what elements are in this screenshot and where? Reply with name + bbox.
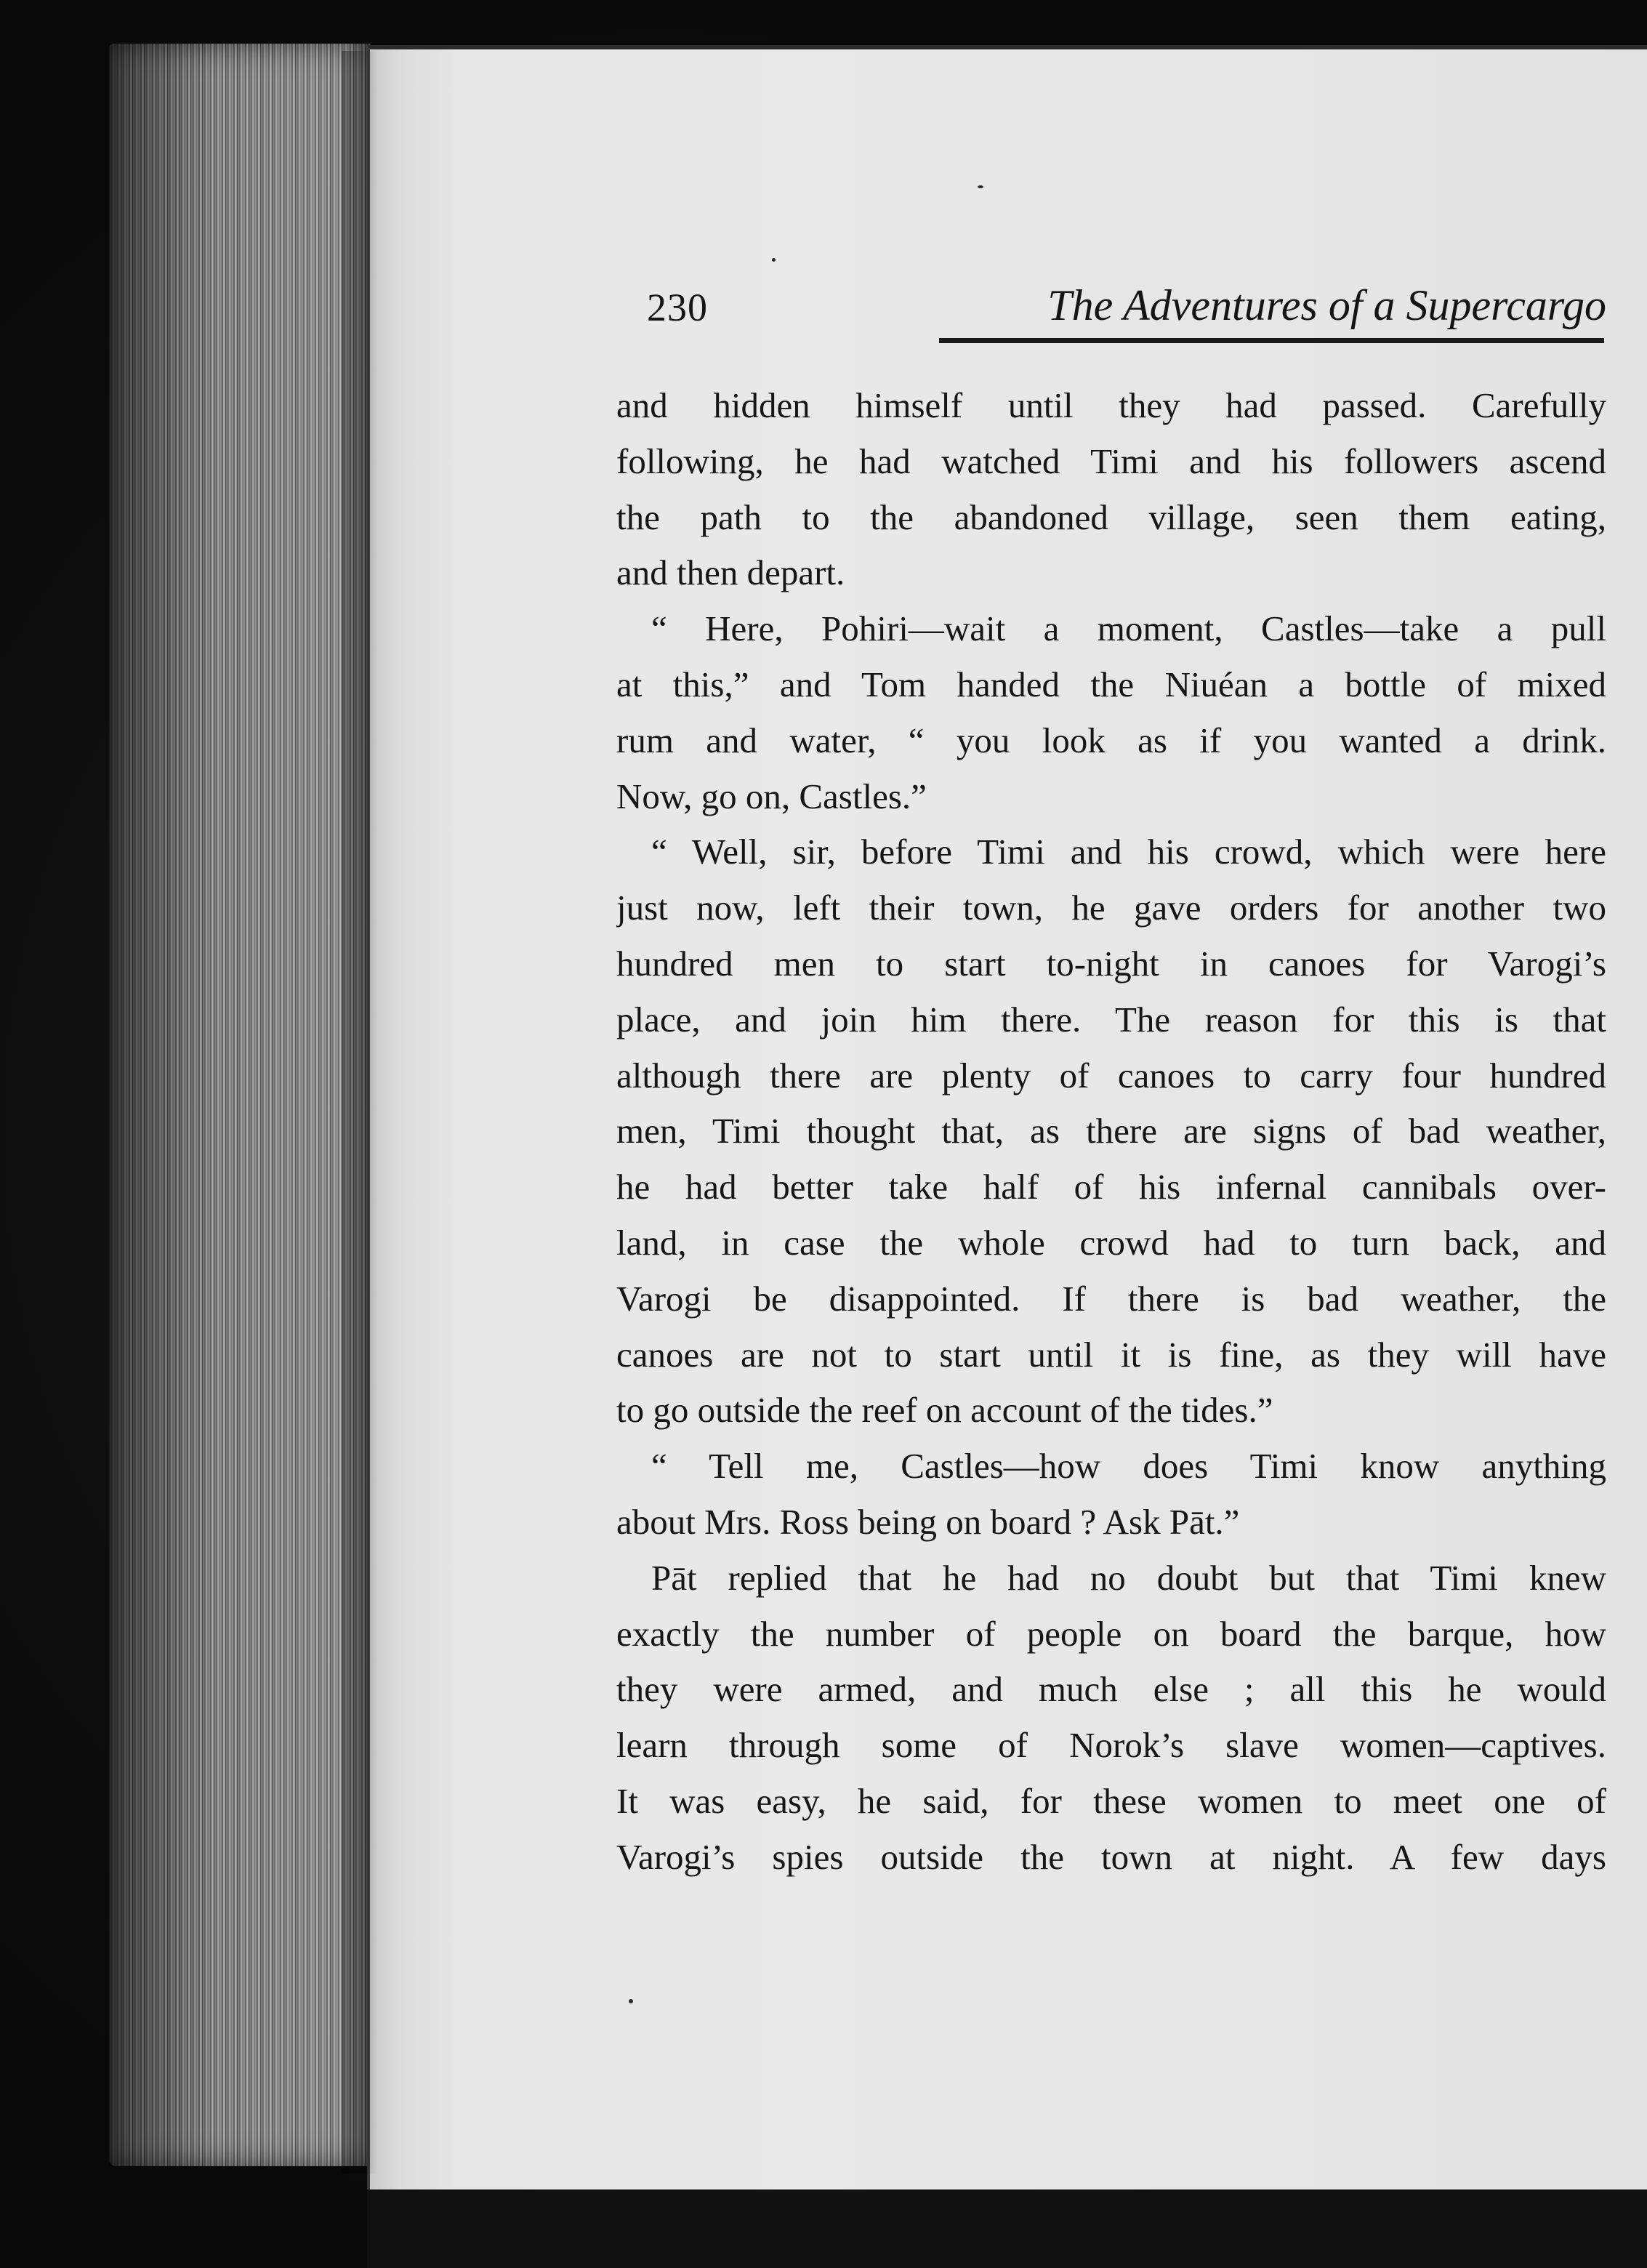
text-line: Varogi’s spies outside the town at night. A few days	[616, 1836, 1606, 1877]
text-line: he had better take half of his infernal cannibals over-	[616, 1167, 1606, 1207]
text-line: Now, go on, Castles.”	[616, 776, 927, 816]
text-line: “ Well, sir, before Timi and his crowd, which were here	[651, 832, 1606, 872]
text-line: and hidden himself until they had passed. Carefully	[616, 385, 1606, 425]
dust-speck	[978, 185, 983, 188]
scan-bottom-border	[367, 2189, 1647, 2268]
text-line: the path to the abandoned village, seen them eating,	[616, 496, 1606, 537]
book-page-edges	[109, 44, 371, 2166]
text-line: men, Timi thought that, as there are signs of bad weather,	[616, 1111, 1606, 1151]
text-line: place, and join him there. The reason for this is that	[616, 999, 1606, 1040]
text-line: just now, left their town, he gave orders for another two	[616, 888, 1606, 928]
text-line: at this,” and Tom handed the Niuéan a bottle of mixed	[616, 664, 1606, 704]
text-line: rum and water, “ you look as if you wanted a drink.	[616, 720, 1606, 760]
gutter-shadow	[342, 51, 378, 2174]
text-line: and then depart.	[616, 552, 845, 593]
dust-speck	[772, 258, 776, 262]
text-line: “ Tell me, Castles—how does Timi know anything	[651, 1446, 1606, 1487]
body-text	[616, 378, 1606, 1886]
text-line: canoes are not to start until it is fine, as they will have	[616, 1334, 1606, 1375]
text-line: learn through some of Norok’s slave women—captives.	[616, 1725, 1606, 1766]
page-number: 230	[647, 286, 708, 329]
text-line: Varogi be disappointed. If there is bad weather, the	[616, 1278, 1606, 1319]
text-line: It was easy, he said, for these women to meet one of	[616, 1780, 1606, 1821]
text-line: exactly the number of people on board the barque, how	[616, 1613, 1606, 1654]
text-line: hundred men to start to-night in canoes for Varogi’s	[616, 943, 1606, 984]
text-line: they were armed, and much else ; all this he would	[616, 1669, 1606, 1710]
text-line: Pāt replied that he had no doubt but that Timi knew	[651, 1557, 1606, 1598]
text-line: land, in case the whole crowd had to turn back, and	[616, 1222, 1606, 1263]
text-line: following, he had watched Timi and his followers ascend	[616, 441, 1606, 481]
text-line: although there are plenty of canoes to carry four hundred	[616, 1055, 1606, 1095]
header-rule	[939, 338, 1604, 343]
text-line: to go outside the reef on account of the tides.”	[616, 1390, 1273, 1431]
running-head: The Adventures of a Supercargo	[1047, 281, 1606, 329]
page-header	[647, 281, 1606, 343]
dust-speck	[629, 1999, 633, 2003]
text-line: about Mrs. Ross being on board ? Ask Pāt.”	[616, 1501, 1240, 1542]
text-line: “ Here, Pohiri—wait a moment, Castles—take a pull	[651, 608, 1606, 649]
